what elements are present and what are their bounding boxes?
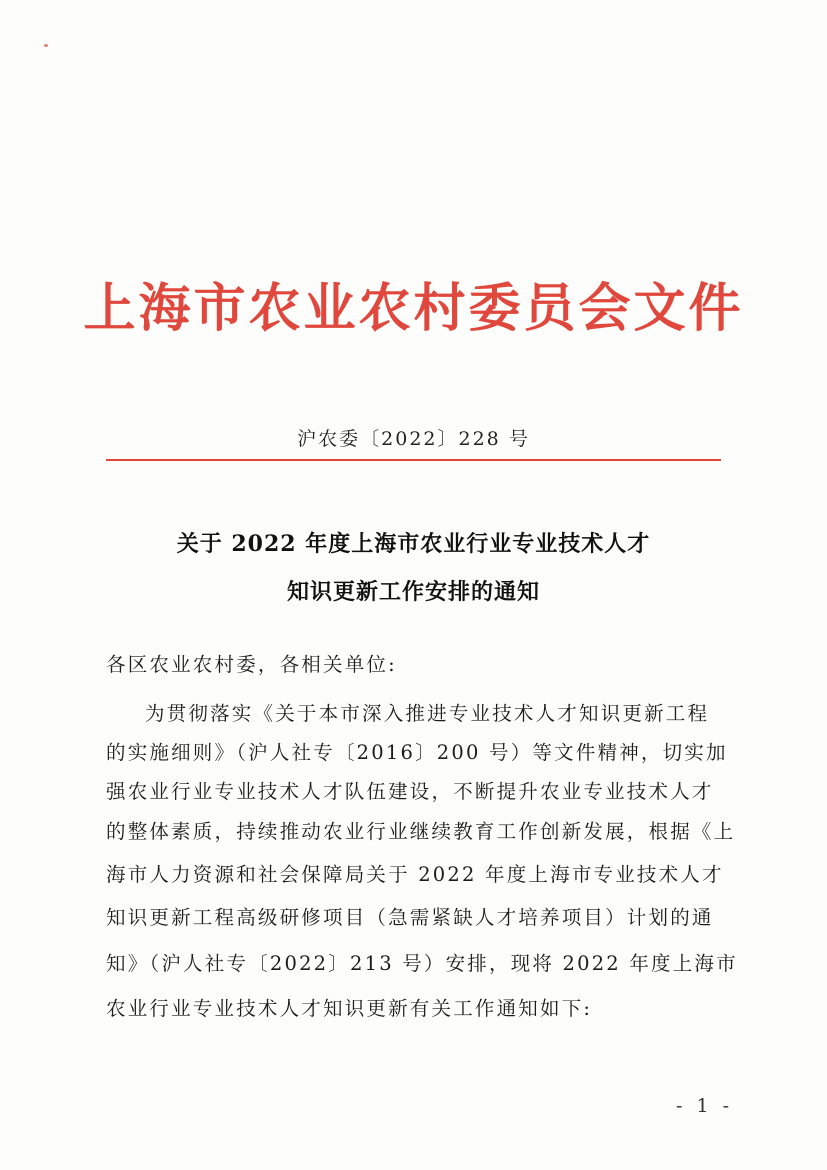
page-number: - 1 - — [676, 1095, 734, 1117]
paragraph-line: 知识更新工程高级研修项目（急需紧缺人才培养项目）计划的通 — [106, 906, 714, 929]
notice-title-line-2: 知识更新工作安排的通知 — [286, 579, 540, 605]
masthead-title: 上海市农业农村委员会文件 — [83, 278, 744, 339]
paragraph-line: 为贯彻落实《关于本市深入推进专业技术人才知识更新工程 — [145, 702, 710, 725]
paragraph-line: 知》（沪人社专〔2022〕213 号）安排，现将 2022 年度上海市 — [106, 952, 738, 975]
paragraph-line: 强农业行业专业技术人才队伍建设，不断提升农业专业技术人才 — [106, 780, 714, 803]
red-divider-line — [106, 459, 721, 461]
salutation: 各区农业农村委，各相关单位: — [106, 653, 397, 676]
paragraph-line: 的实施细则》（沪人社专〔2016〕200 号）等文件精神，切实加 — [106, 741, 728, 764]
scan-speck — [44, 44, 48, 47]
paragraph-line: 海市人力资源和社会保障局关于 2022 年度上海市专业技术人才 — [106, 863, 724, 886]
paragraph-line: 的整体素质，持续推动农业行业继续教育工作创新发展，根据《上 — [106, 820, 736, 843]
notice-title-line-1: 关于 2022 年度上海市农业行业专业技术人才 — [176, 531, 651, 557]
paragraph-line: 农业行业专业技术人才知识更新有关工作通知如下: — [106, 997, 593, 1020]
document-number: 沪农委〔2022〕228 号 — [297, 428, 530, 450]
